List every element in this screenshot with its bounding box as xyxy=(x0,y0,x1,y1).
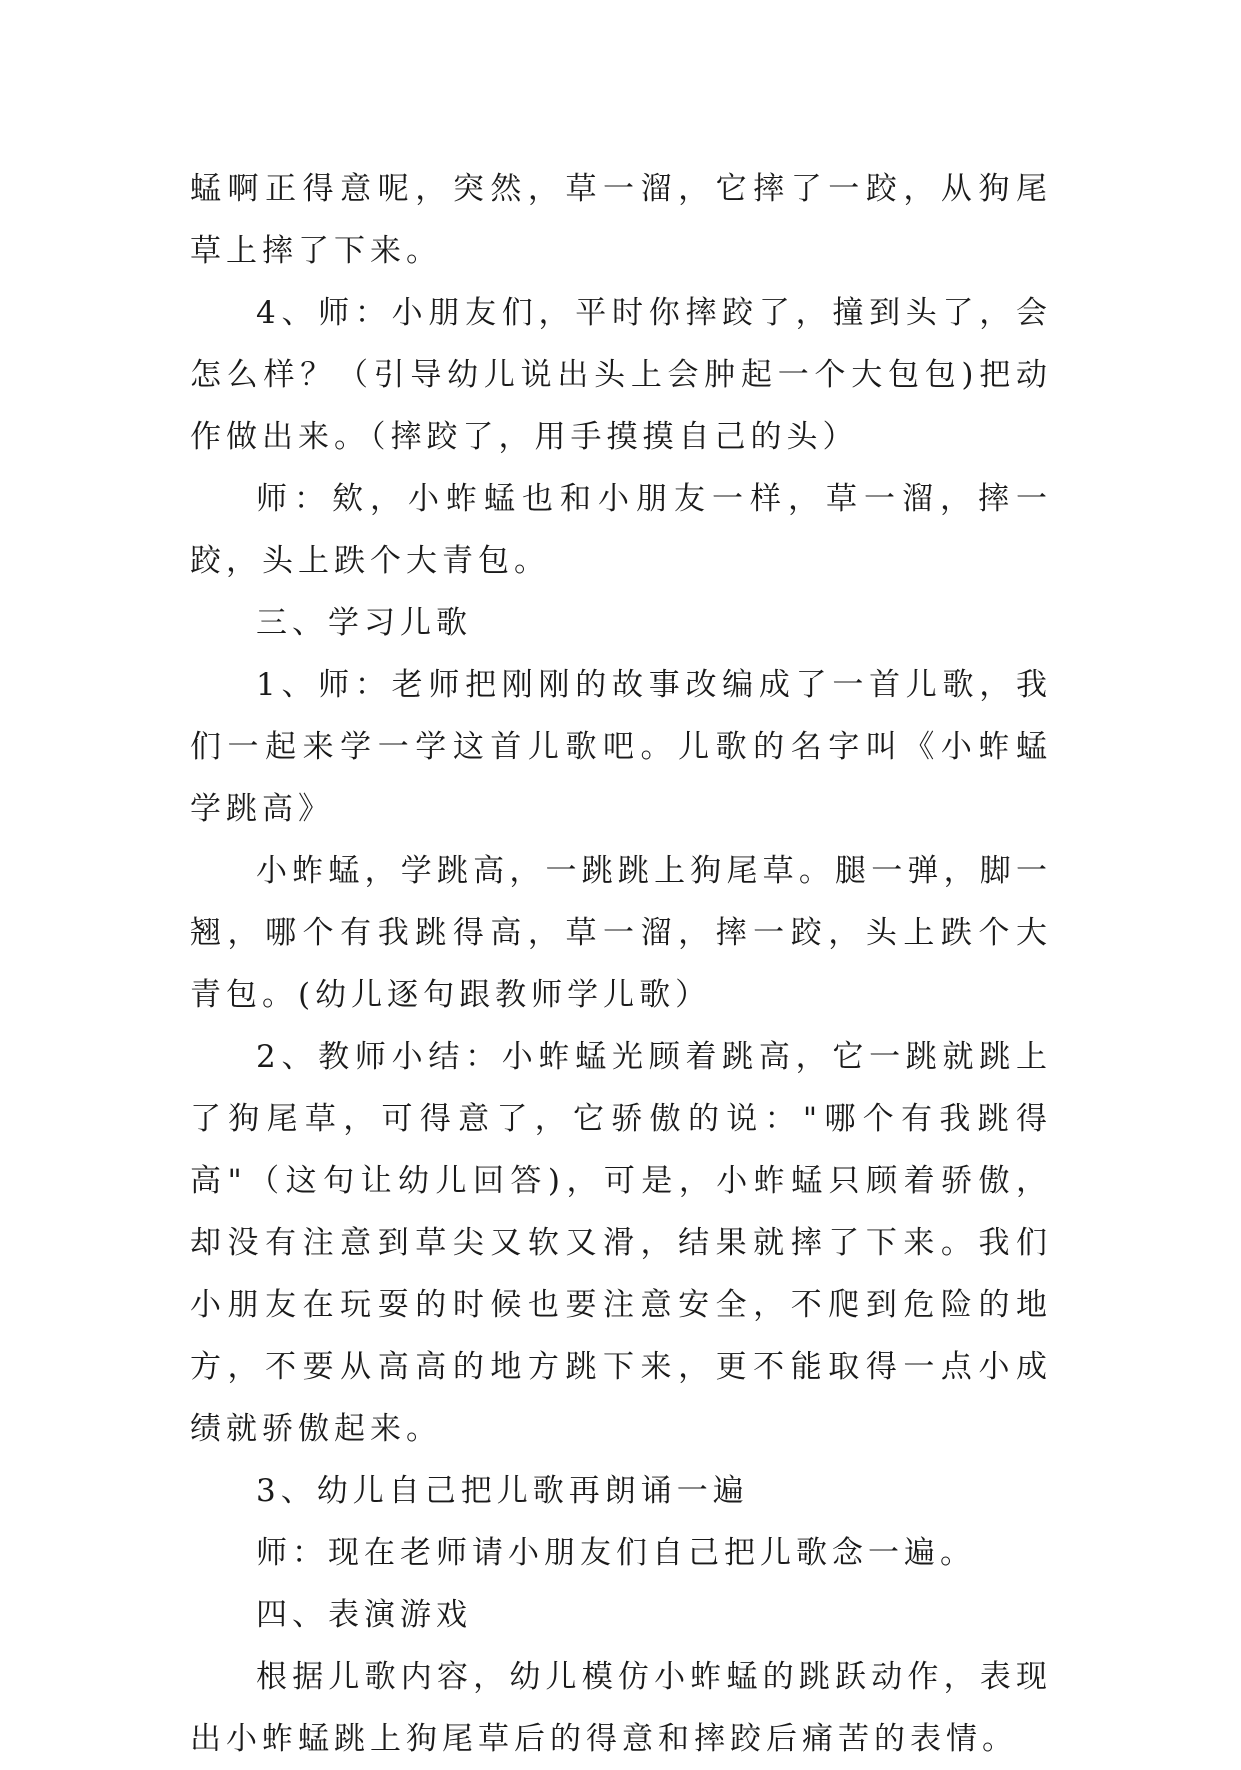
paragraph: 2、教师小结：小蚱蜢光顾着跳高，它一跳就跳上了狗尾草，可得意了，它骄傲的说："哪个有我跳得高"（这句让幼儿回答)，可是，小蚱蜢只顾着骄傲，却没有注意到草尖又软又滑，结果就摔了下来。我们小朋友在玩耍的时候也要注意安全，不爬到危险的地方，不要从高高的地方跳下来，更不能取得一点小成绩就骄傲起来。 xyxy=(190,1039,1052,1447)
paragraph: 师：欸，小蚱蜢也和小朋友一样，草一溜，摔一跤，头上跌个大青包。 xyxy=(190,481,1052,579)
paragraph: 根据儿歌内容，幼儿模仿小蚱蜢的跳跃动作，表现出小蚱蜢跳上狗尾草后的得意和摔跤后痛苦的表情。 xyxy=(190,1659,1052,1757)
section-heading: 三、学习儿歌 xyxy=(256,605,472,641)
paragraph: 1、师：老师把刚刚的故事改编成了一首儿歌，我们一起来学一学这首儿歌吧。儿歌的名字叫《小蚱蜢学跳高》 xyxy=(190,667,1052,827)
document-body xyxy=(190,158,1052,1770)
paragraph: 3、幼儿自己把儿歌再朗诵一遍 xyxy=(256,1473,749,1509)
section-heading: 四、表演游戏 xyxy=(256,1597,472,1633)
paragraph: 师：现在老师请小朋友们自己把儿歌念一遍。 xyxy=(256,1535,976,1571)
nursery-rhyme: 小蚱蜢，学跳高，一跳跳上狗尾草。腿一弹，脚一翘，哪个有我跳得高，草一溜，摔一跤，头上跌个大青包。(幼儿逐句跟教师学儿歌） xyxy=(190,853,1052,1013)
paragraph: 4、师：小朋友们，平时你摔跤了，撞到头了，会怎么样？（引导幼儿说出头上会肿起一个大包包)把动作做出来。（摔跤了，用手摸摸自己的头） xyxy=(190,295,1052,455)
paragraph: 蜢啊正得意呢，突然，草一溜，它摔了一跤，从狗尾草上摔了下来。 xyxy=(190,171,1052,269)
